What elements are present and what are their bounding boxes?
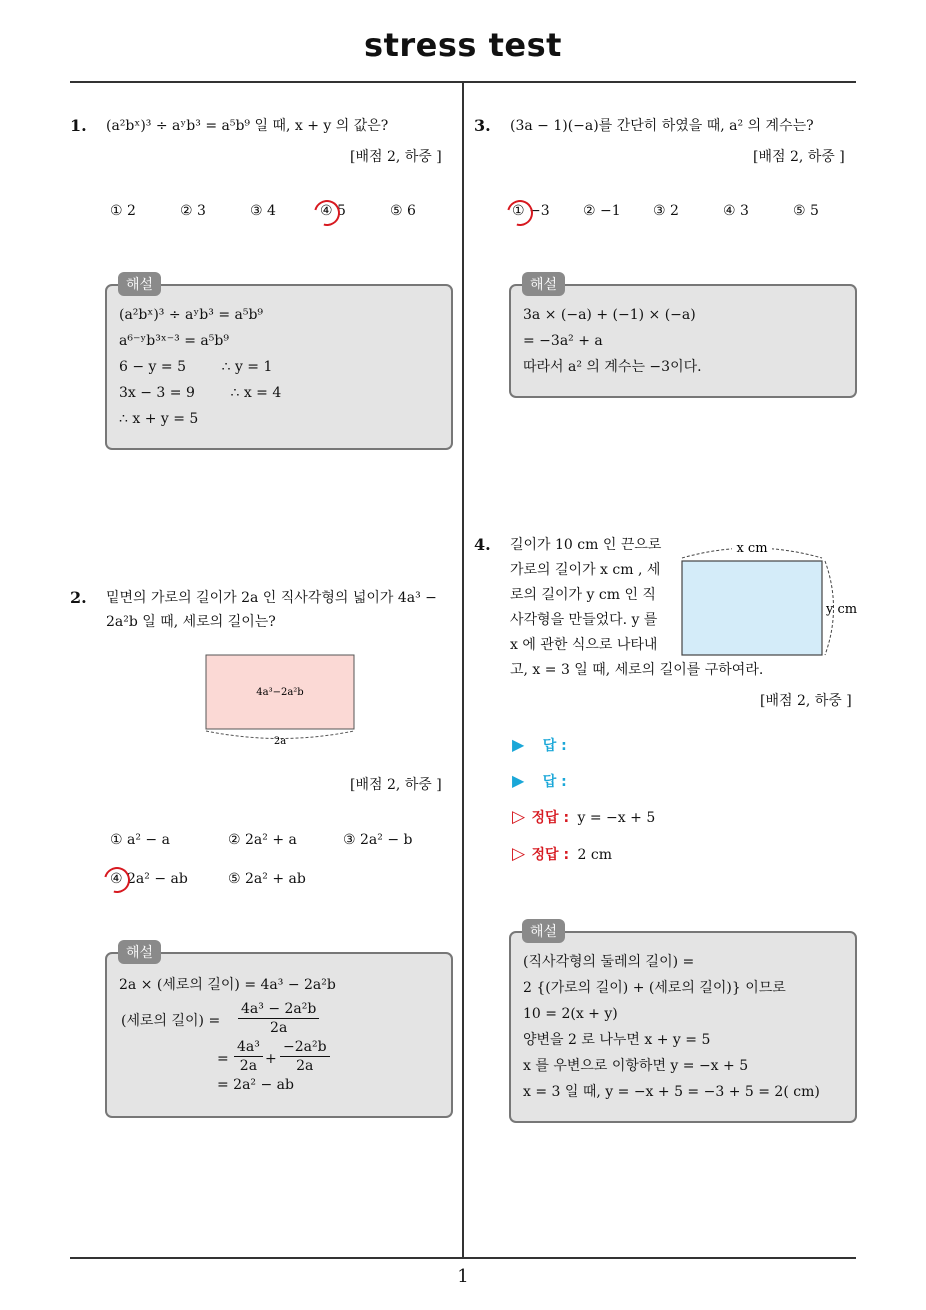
q2-text-line-1: 밑면의 가로의 길이가 2a 인 직사각형의 넓이가 4a³ − bbox=[106, 590, 437, 606]
q2-solution-plus: + bbox=[265, 1051, 277, 1067]
q3-choice-5[interactable]: ⑤ 5 bbox=[793, 203, 819, 219]
q4-side-label: y cm bbox=[826, 602, 858, 617]
q1-choice-2[interactable]: ② 3 bbox=[180, 203, 206, 219]
q1-choice-1[interactable]: ① 2 bbox=[110, 203, 136, 219]
q1-choice-4[interactable]: ④ 5 bbox=[320, 203, 346, 219]
q4-solution-line-4: 양변을 2 로 나누면 x + y = 5 bbox=[523, 1032, 711, 1048]
q2-solution-line-final: = 2a² − ab bbox=[217, 1077, 294, 1093]
q4-score: [배점 2, 하중 ] bbox=[760, 693, 852, 709]
q1-text: (a²bˣ)³ ÷ aʸb³ = a⁵b⁹ 일 때, x + y 의 값은? bbox=[106, 118, 389, 134]
q1-solution-box bbox=[105, 284, 453, 450]
q4-solution-tab: 해설 bbox=[522, 919, 565, 943]
q2-selected-mark bbox=[99, 862, 135, 898]
q4-text-line-1: 길이가 10 cm 인 끈으로 bbox=[510, 537, 662, 553]
q4-correct-1 bbox=[512, 807, 655, 827]
q2-text-line-2: 2a²b 일 때, 세로의 길이는? bbox=[106, 614, 276, 630]
q4-correct-value-1: y = −x + 5 bbox=[577, 810, 656, 826]
q2-choice-5[interactable]: ⑤ 2a² + ab bbox=[228, 871, 306, 887]
q3-number: 3. bbox=[474, 116, 491, 135]
q1-selected-mark bbox=[309, 195, 345, 231]
play-icon: ▶ bbox=[512, 735, 525, 754]
q2-solution-fraction-1 bbox=[238, 1000, 319, 1037]
play-outline-icon: ▷ bbox=[512, 844, 526, 864]
q2-number: 2. bbox=[70, 588, 87, 607]
q4-solution-box bbox=[509, 931, 857, 1123]
q2-rectangle-figure bbox=[196, 650, 364, 746]
q3-choice-4[interactable]: ④ 3 bbox=[723, 203, 749, 219]
q4-top-label: x cm bbox=[736, 541, 768, 556]
q2-solution-fraction-3 bbox=[280, 1038, 330, 1075]
q3-solution-line-1: 3a × (−a) + (−1) × (−a) bbox=[523, 307, 696, 323]
q2-solution-tab: 해설 bbox=[118, 940, 161, 964]
q1-score: [배점 2, 하중 ] bbox=[350, 149, 442, 165]
q1-choice-3[interactable]: ③ 4 bbox=[250, 203, 276, 219]
q4-answer-2 bbox=[512, 771, 567, 791]
q1-choice-5[interactable]: ⑤ 6 bbox=[390, 203, 416, 219]
q4-solution-line-2: 2 {(가로의 길이) + (세로의 길이)} 이므로 bbox=[523, 980, 786, 996]
q2-fraction-3-numerator: −2a²b bbox=[280, 1038, 330, 1057]
q2-solution-line-1: 2a × (세로의 길이) = 4a³ − 2a²b bbox=[119, 977, 336, 993]
q3-solution-line-2: = −3a² + a bbox=[523, 333, 603, 349]
q4-rectangle-figure bbox=[676, 536, 862, 662]
q1-number: 1. bbox=[70, 116, 87, 135]
q3-choice-2[interactable]: ② −1 bbox=[583, 203, 621, 219]
q2-choice-2[interactable]: ② 2a² + a bbox=[228, 832, 297, 848]
q1-solution-line-4: 3x − 3 = 9 ∴ x = 4 bbox=[119, 385, 282, 401]
q4-text-line-2: 가로의 길이가 x cm , 세 bbox=[510, 562, 661, 578]
q2-fraction-1-denominator: 2a bbox=[270, 1020, 288, 1036]
q1-solution-line-3: 6 − y = 5 ∴ y = 1 bbox=[119, 359, 273, 375]
q4-correct-2 bbox=[512, 844, 612, 864]
q2-choice-1[interactable]: ① a² − a bbox=[110, 832, 170, 848]
q4-text-line-4: 사각형을 만들었다. y 를 bbox=[510, 612, 658, 628]
q1-solution-line-2: a⁶⁻ʸb³ˣ⁻³ = a⁵b⁹ bbox=[119, 333, 229, 349]
q2-solution-line-2: (세로의 길이) = bbox=[121, 1013, 221, 1029]
q4-answer-label-1: 답 : bbox=[542, 738, 567, 754]
q2-score: [배점 2, 하중 ] bbox=[350, 777, 442, 793]
q4-solution-line-3: 10 = 2(x + y) bbox=[523, 1006, 618, 1022]
q3-text: (3a − 1)(−a)를 간단히 하였을 때, a² 의 계수는? bbox=[510, 118, 814, 134]
q2-fraction-1-numerator: 4a³ − 2a²b bbox=[238, 1000, 319, 1019]
q2-solution-fraction-2 bbox=[234, 1038, 263, 1075]
q2-fraction-2-denominator: 2a bbox=[239, 1058, 258, 1074]
q3-choice-3[interactable]: ③ 2 bbox=[653, 203, 679, 219]
q2-choice-4[interactable]: ④ 2a² − ab bbox=[110, 871, 188, 887]
q4-correct-label-2: 정답 : bbox=[531, 847, 570, 863]
q2-solution-equals: = bbox=[217, 1051, 229, 1067]
q4-answer-label-2: 답 : bbox=[542, 774, 567, 790]
q1-solution-tab: 해설 bbox=[118, 272, 161, 296]
q2-fraction-2-numerator: 4a³ bbox=[234, 1038, 263, 1057]
q4-text-line-5: x 에 관한 식으로 나타내 bbox=[510, 637, 658, 653]
q3-solution-line-3: 따라서 a² 의 계수는 −3이다. bbox=[523, 359, 702, 375]
q1-solution-line-1: (a²bˣ)³ ÷ aʸb³ = a⁵b⁹ bbox=[119, 307, 264, 323]
q4-solution-line-1: (직사각형의 둘레의 길이) = bbox=[523, 954, 695, 970]
q4-solution-line-6: x = 3 일 때, y = −x + 5 = −3 + 5 = 2( cm) bbox=[523, 1084, 820, 1100]
q2-fraction-3-denominator: 2a bbox=[296, 1058, 314, 1074]
q4-answer-1 bbox=[512, 735, 567, 755]
q3-solution-box bbox=[509, 284, 857, 398]
q4-text-line-3: 로의 길이가 y cm 인 직 bbox=[510, 587, 656, 603]
q4-rectangle bbox=[682, 561, 822, 655]
q1-solution-line-5: ∴ x + y = 5 bbox=[119, 411, 199, 427]
q2-choice-3[interactable]: ③ 2a² − b bbox=[343, 832, 413, 848]
play-icon: ▶ bbox=[512, 771, 525, 790]
q4-correct-label-1: 정답 : bbox=[531, 810, 570, 826]
footer-rule bbox=[70, 1257, 856, 1259]
q3-score: [배점 2, 하중 ] bbox=[753, 149, 845, 165]
column-divider bbox=[462, 82, 464, 1258]
q4-solution-line-5: x 를 우변으로 이항하면 y = −x + 5 bbox=[523, 1058, 749, 1074]
q3-selected-mark bbox=[502, 195, 538, 231]
page-number: 1 bbox=[457, 1266, 469, 1287]
page-title: stress test bbox=[364, 26, 562, 64]
play-outline-icon: ▷ bbox=[512, 807, 526, 827]
q4-text-line-6: 고, x = 3 일 때, 세로의 길이를 구하여라. bbox=[510, 662, 764, 678]
q4-number: 4. bbox=[474, 535, 491, 554]
q2-figure-area: 4a³−2a²b bbox=[256, 687, 304, 698]
q2-figure-base: 2a bbox=[273, 736, 287, 746]
q2-solution-box bbox=[105, 952, 453, 1118]
q4-correct-value-2: 2 cm bbox=[577, 847, 612, 863]
q3-solution-tab: 해설 bbox=[522, 272, 565, 296]
q3-choice-1[interactable]: ① −3 bbox=[512, 203, 550, 219]
